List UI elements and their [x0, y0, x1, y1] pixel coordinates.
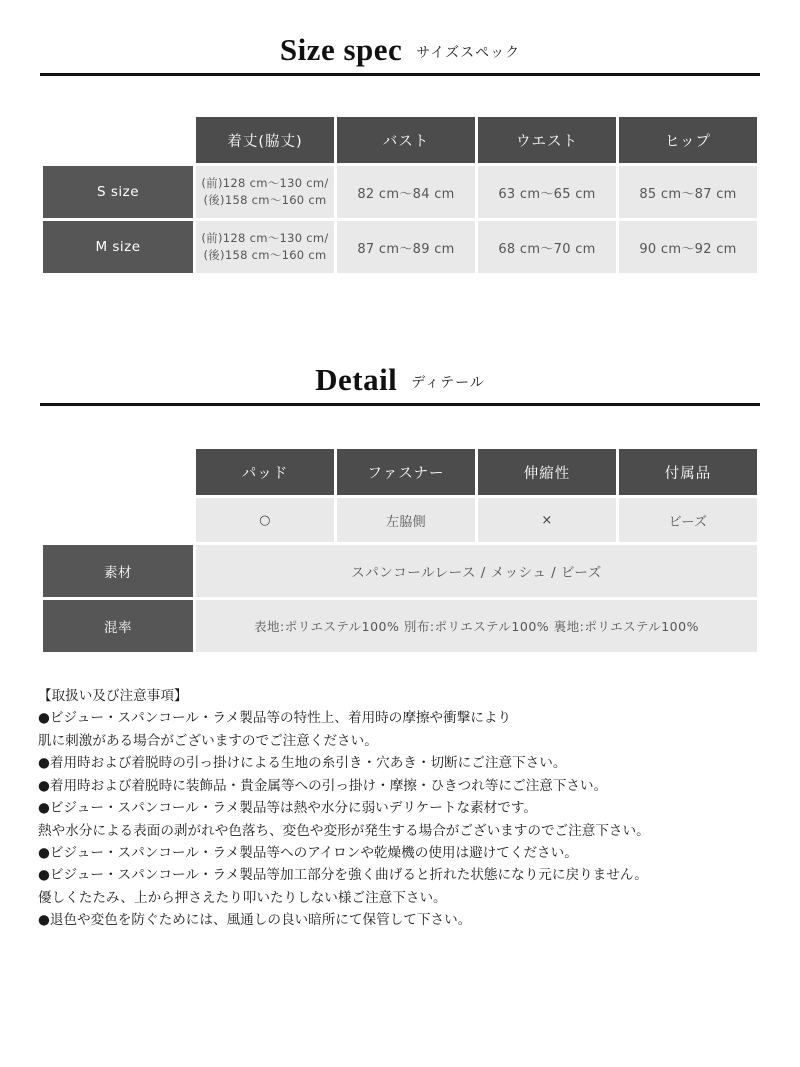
column-header-length: 着丈(脇丈) — [196, 117, 334, 163]
cell-accessory-value: ビーズ — [619, 498, 757, 542]
cell-m-length — [196, 221, 334, 273]
cell-s-hip: 85 cm～87 cm — [619, 166, 757, 218]
size-spec-heading — [40, 34, 760, 76]
size-spec-table — [40, 114, 760, 276]
note-line: ●ビジュー・スパンコール・ラメ製品等加工部分を強く曲げると折れた状態になり元に戻りません。 — [38, 867, 648, 884]
row-header-s-size: S size — [43, 166, 193, 218]
column-header-hip: ヒップ — [619, 117, 757, 163]
note-line: ●着用時および着脱時の引っ掛けによる生地の糸引き・穴あき・切断にご注意下さい。 — [38, 755, 567, 772]
cell-blend-value: 表地:ポリエステル100% 別布:ポリエステル100% 裏地:ポリエステル100% — [196, 600, 757, 652]
column-header-waist: ウエスト — [478, 117, 616, 163]
detail-section — [40, 276, 760, 406]
cell-m-length-line2: (後)158 cm～160 cm — [203, 248, 327, 262]
table-corner-cell — [43, 117, 193, 163]
note-line: 熱や水分による表面の剥がれや色落ち、変色や変形が発生する場合がございますのでご注意下さい。 — [38, 822, 650, 839]
care-notes — [20, 655, 780, 956]
detail-heading-en: Detail — [315, 362, 398, 397]
table-corner-cell — [43, 498, 193, 542]
column-header-zipper: ファスナー — [337, 449, 475, 495]
cell-s-bust: 82 cm～84 cm — [337, 166, 475, 218]
cell-m-length-line1: (前)128 cm～130 cm/ — [201, 230, 329, 245]
cell-material-value: スパンコールレース / メッシュ / ビーズ — [196, 545, 757, 597]
detail-heading-jp: ディテール — [411, 375, 485, 391]
cell-s-length — [196, 166, 334, 218]
table-row — [43, 498, 757, 542]
cell-s-waist: 63 cm～65 cm — [478, 166, 616, 218]
row-header-material: 素材 — [43, 545, 193, 597]
note-line: ●ビジュー・スパンコール・ラメ製品等へのアイロンや乾燥機の使用は避けてください。 — [38, 844, 578, 861]
cell-s-length-line1: (前)128 cm～130 cm/ — [201, 175, 329, 190]
column-header-bust: バスト — [337, 117, 475, 163]
note-line: ●着用時および着脱時に装飾品・貴金属等への引っ掛け・摩擦・ひきつれ等にご注意下さい。 — [38, 777, 608, 794]
table-row — [43, 166, 757, 218]
table-row — [43, 545, 757, 597]
note-line: ●退色や変色を防ぐためには、風通しの良い暗所にて保管して下さい。 — [38, 912, 472, 929]
note-line: 肌に刺激がある場合がございますのでご注意ください。 — [38, 732, 378, 749]
column-header-pad: パッド — [196, 449, 334, 495]
table-row — [43, 600, 757, 652]
size-spec-heading-en: Size spec — [279, 32, 403, 67]
note-line: ●ビジュー・スパンコール・ラメ製品等の特性上、着用時の摩擦や衝撃により — [38, 710, 512, 727]
table-corner-cell — [43, 449, 193, 495]
detail-table — [40, 446, 760, 655]
size-spec-section — [40, 0, 760, 76]
table-row — [43, 221, 757, 273]
cell-pad-value: ○ — [196, 498, 334, 542]
column-header-accessory: 付属品 — [619, 449, 757, 495]
cell-m-waist: 68 cm～70 cm — [478, 221, 616, 273]
size-spec-heading-jp: サイズスペック — [416, 45, 521, 61]
note-line: 優しくたたみ、上から押さえたり叩いたりしない様ご注意下さい。 — [38, 889, 447, 906]
row-header-blend: 混率 — [43, 600, 193, 652]
cell-s-length-line2: (後)158 cm～160 cm — [203, 193, 327, 207]
note-line: ●ビジュー・スパンコール・ラメ製品等は熱や水分に弱いデリケートな素材です。 — [38, 800, 537, 817]
cell-zipper-value: 左脇側 — [337, 498, 475, 542]
cell-m-bust: 87 cm～89 cm — [337, 221, 475, 273]
note-line: 【取扱い及び注意事項】 — [38, 688, 188, 704]
cell-stretch-value: × — [478, 498, 616, 542]
row-header-m-size: M size — [43, 221, 193, 273]
cell-m-hip: 90 cm～92 cm — [619, 221, 757, 273]
detail-heading — [40, 364, 760, 406]
table-header-row — [43, 449, 757, 495]
column-header-stretch: 伸縮性 — [478, 449, 616, 495]
table-header-row — [43, 117, 757, 163]
